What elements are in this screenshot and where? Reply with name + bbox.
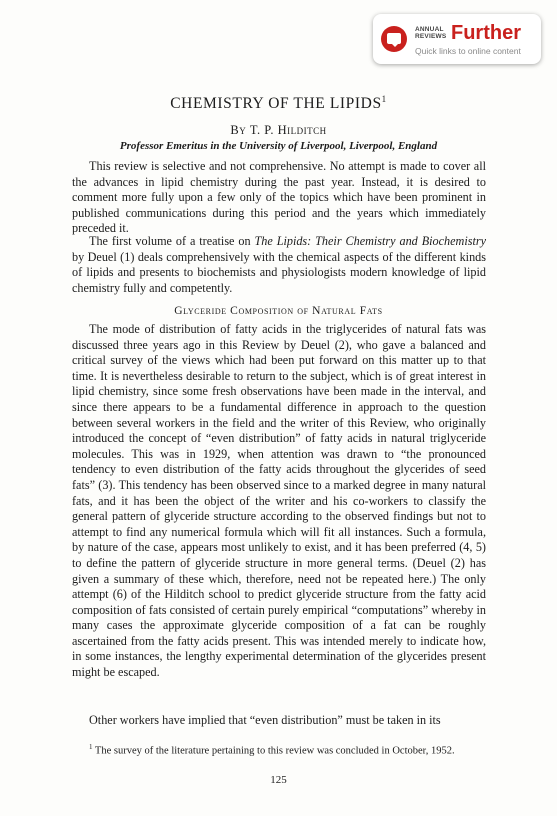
paragraph-intro [72,159,486,237]
badge-title: Further [451,22,521,44]
badge-text [415,22,521,56]
title-footnote-mark: 1 [381,94,387,104]
paragraph-intro-text: This review is selective and not comprehensive. No attempt is made to cover all the advances in lipid chemistry during the past year. Instead, it is desired to comment more fully upon a few only of the topics which have been prominent in published communications during this period and the years which immediately preceded it. [72,159,486,236]
paragraph-continued-text: Other workers have implied that “even distribution” must be taken in its [89,713,441,727]
paragraph-treatise-after: by Deuel (1) deals comprehensively with the chemical aspects of the different kinds of lipids and presents to biochemists and physiologists modern knowledge of lipid chemistry fully and competently. [72,249,486,295]
page-number: 125 [270,774,287,786]
treatise-title: The Lipids: Their Chemistry and Biochemistry [254,234,487,248]
paragraph-glyceride-text: The mode of distribution of fatty acids in the triglycerides of natural fats was discussed three years ago in this Review by Deuel (2), who gave a balanced and critical survey of the views which had been put forward on this matter up to that time. It is nevertheless desirable to return to the subject, which is of great interest in lipid chemistry, since some fresh observations have been made in the interval, and since there appears to be a fundamental difference in approach to the question between several workers in the field and the writer of this Review, who originally introduced the concept of “even distribution” of fatty acids in natural triglyceride molecules. This was in 1929, when attention was drawn to “the pronounced tendency to even distribution of the fatty acids throughout the glycerides of seed fats” (3). This tendency has been observed since to a marked degree in many natural fats, and it has been the object of the writer and his co-workers to classify the general pattern of glyceride structure according to the observed findings but not to attempt to find any numerical formula which will fit all instances. Such a formula, by nature of the case, appears most unlikely to exist, and it has been preferred (4, 5) to define the pattern of glyceride structure in more general terms. (Deuel (2) has given a summary of these which, therefore, need not be repeated here.) The only attempt (6) of the Hilditch school to predict glyceride structure from the fatty acid composition of fats consisted of certain purely empirical “computations” whereby in many cases the approximate glyceride composition of a fat can be roughly ascertained from the fatty acids present. This was intended merely to indicate how, in some instances, the lengthy experimental determination of the glycerides present might be escaped. [72,322,486,680]
article-title-text: CHEMISTRY OF THE LIPIDS [170,95,382,113]
section-heading: Glyceride Composition of Natural Fats [174,305,383,317]
author-by: By [230,123,247,137]
author-line [0,123,557,138]
paragraph-treatise [72,234,486,296]
paragraph-glyceride [72,322,486,681]
footnote-text: The survey of the literature pertaining to this review was concluded in October, 1952. [92,745,455,757]
author-name: T. P. Hilditch [249,123,327,137]
annual-reviews-logo-icon [381,26,407,52]
paragraph-continued [72,713,486,729]
badge-small-label: ANNUAL REVIEWS [415,26,447,40]
footnote-mark: 1 [89,743,93,751]
badge-subtitle: Quick links to online content [415,46,521,56]
author-affiliation: Professor Emeritus in the University of Liverpool, Liverpool, England [119,140,438,152]
further-links-badge[interactable] [373,14,541,64]
footnote [72,740,486,759]
article-title [0,94,557,113]
paragraph-treatise-before: The first volume of a treatise on [89,234,255,248]
